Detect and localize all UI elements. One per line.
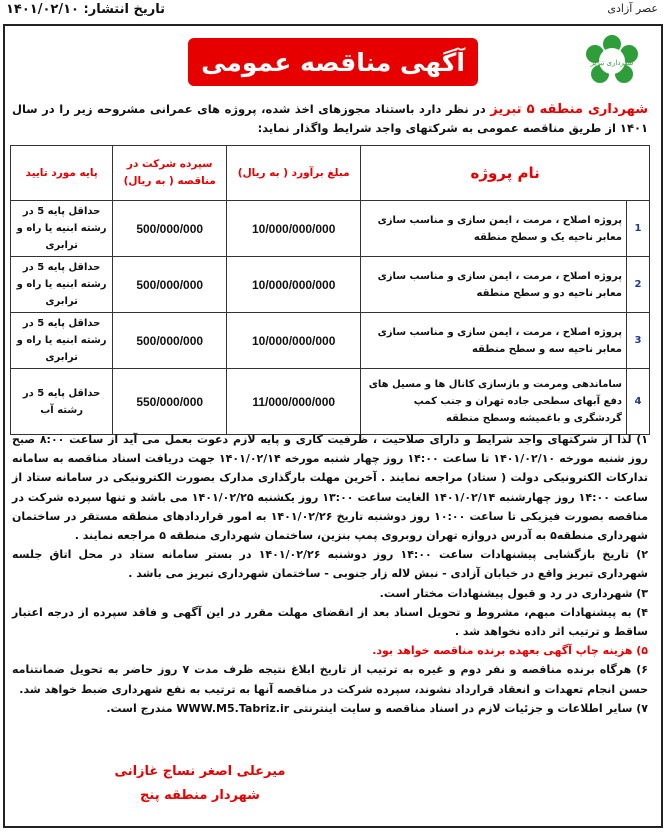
row-estimate: 10/000/000/000	[227, 257, 361, 313]
row-index: 1	[627, 201, 650, 257]
condition-item: ۳) شهرداری در رد و قبول پیشنهادات مختار است.	[379, 586, 648, 600]
row-grade: حداقل پایه 5 در رشته آب	[11, 369, 113, 435]
conditions-list	[12, 430, 648, 718]
municipality-logo-icon	[582, 32, 642, 92]
row-grade: حداقل پایه 5 در رشته ابنیه یا راه و ترابری	[11, 257, 113, 313]
row-grade: حداقل پایه 5 در رشته ابنیه یا راه و ترابری	[11, 313, 113, 369]
condition-item: ۶) هرگاه برنده مناقصه و نفر دوم و غیره به ترتیب از تاریخ ابلاغ نتیجه ظرف مدت ۷ روز حاضر به تحویل ضمانتنامه حسن انجام تعهدات و انعقاد قرارداد نشوند، سپرده شرکت در مناقصه آنها به ترتیب به نفع شهرداری ضبط خواهد شد.	[12, 663, 648, 696]
header-project-name: نام پروژه	[361, 146, 650, 201]
intro-text: در نظر دارد باستناد مجوزهای اخذ شده، پروژه های عمرانی مشروحه زیر را در سال ۱۴۰۱ از طریق مناقصه عمومی به شرکتهای واجد شرایط واگذار نماید:	[12, 102, 648, 135]
ad-title: آگهی مناقصه عمومی	[201, 47, 465, 77]
condition-item: ۲) تاریخ بازگشایی پیشنهادات ساعت ۱۴:۰۰ روز دوشنبه ۱۴۰۱/۰۲/۲۶ در بستر سامانه ستاد در محل اتاق جلسه شهرداری تبریز واقع در خیابان آزادی - نبش لاله زار جنوبی - ساختمان شهرداری تبریز می باشد .	[12, 548, 649, 581]
condition-item: ۷) سایر اطلاعات و جزئیات لازم در اسناد مناقصه و سایت اینترنتی WWW.M5.Tabriz.ir مندرج است.	[106, 701, 648, 715]
signatory-name: میرعلی اصغر نساج غازانی	[114, 764, 286, 779]
top-bar	[0, 0, 668, 24]
logo-text: شهرداری تبریز	[590, 59, 634, 67]
table-row	[11, 201, 650, 257]
table-row	[11, 257, 650, 313]
header-deposit: سپرده شرکت در مناقصه ( به ریال)	[113, 146, 227, 201]
row-grade: حداقل پایه 5 در رشته ابنیه یا راه و ترابری	[11, 201, 113, 257]
row-project-name: پروژه اصلاح ، مرمت ، ایمن سازی و مناسب سازی معابر ناحیه دو و سطح منطقه	[361, 257, 627, 313]
title-banner	[188, 38, 478, 86]
intro-paragraph	[12, 100, 648, 138]
row-project-name: پروژه اصلاح ، مرمت ، ایمن سازی و مناسب سازی معابر ناحیه سه و سطح منطقه	[361, 313, 627, 369]
row-estimate: 10/000/000/000	[227, 201, 361, 257]
row-project-name: پروژه اصلاح ، مرمت ، ایمن سازی و مناسب سازی معابر ناحیه یک و سطح منطقه	[361, 201, 627, 257]
header-grade: پایه مورد تایید	[11, 146, 113, 201]
row-index: 4	[627, 369, 650, 435]
row-project-name: ساماندهی ومرمت و بازسازی کانال ها و مسیل های دفع آبهای سطحی جاده تهران و جنب کمپ گردشگری و باغمیشه وسطح منطقه	[361, 369, 627, 435]
row-deposit: 500/000/000	[113, 257, 227, 313]
publish-date: تاریخ انتشار: ۱۴۰۱/۰۲/۱۰	[6, 2, 165, 17]
row-deposit: 550/000/000	[113, 369, 227, 435]
row-deposit: 500/000/000	[113, 201, 227, 257]
row-deposit: 500/000/000	[113, 313, 227, 369]
table-row	[11, 369, 650, 435]
condition-item: ۱) لذا از شرکتهای واجد شرایط و دارای صلاحیت ، ظرفیت کاری و پایه لازم دعوت بعمل می آید از ساعت ۸:۰۰ صبح روز شنبه مورخه ۱۴۰۱/۰۲/۱۰ تا ساعت ۱۴:۰۰ روز چهار شنبه مورخه ۱۴۰۱/۰۲/۱۴ جهت دریافت اسناد مناقصه به سامانه تدارکات الکترونیکی دولت ( ستاد) مراجعه نمایند . آخرین مهلت بارگذاری مدارک بصورت الکترونیکی در سامانه ستاد از ساعت ۱۴:۰۰ روز چهارشنبه ۱۴۰۱/۰۲/۱۴ الغایت ساعت ۱۳:۰۰ روز یکشنبه ۱۴۰۱/۰۲/۲۵ می باشد و تنها سپرده شرکت در مناقصه بصورت فیزیکی تا ساعت ۱۰:۰۰ روز دوشنبه تاریخ ۱۴۰۱/۰۲/۲۶ به امور قراردادهای منطقه مستقر در ساختمان شهرداری منطقه۵ به آدرس دروازه تهران روبروی پمپ بنزین، ساختمان شهرداری منطقه ۵ مراجعه نمایند .	[12, 433, 649, 543]
header-estimate: مبلغ برآورد ( به ریال)	[227, 146, 361, 201]
row-estimate: 11/000/000/000	[227, 369, 361, 435]
condition-item: ۴) به پیشنهادات مبهم، مشروط و تحویل اسناد بعد از انقضای مهلت مقرر در این آگهی و فاقد سپرده از درجه اعتبار ساقط و ترتیب اثر داده نخواهد شد .	[12, 605, 648, 639]
row-index: 2	[627, 257, 650, 313]
table-row	[11, 313, 650, 369]
projects-table	[10, 145, 650, 435]
row-estimate: 10/000/000/000	[227, 313, 361, 369]
newspaper-name: عصر آزادی	[607, 2, 658, 15]
signatory-role: شهردار منطقه پنج	[140, 788, 260, 803]
condition-item: ۵) هزینه چاپ آگهی بعهده برنده مناقصه خواهد بود.	[372, 644, 648, 658]
organization-name: شهرداری منطقه ۵ تبریز	[490, 102, 648, 117]
table-header-row	[11, 146, 650, 201]
row-index: 3	[627, 313, 650, 369]
